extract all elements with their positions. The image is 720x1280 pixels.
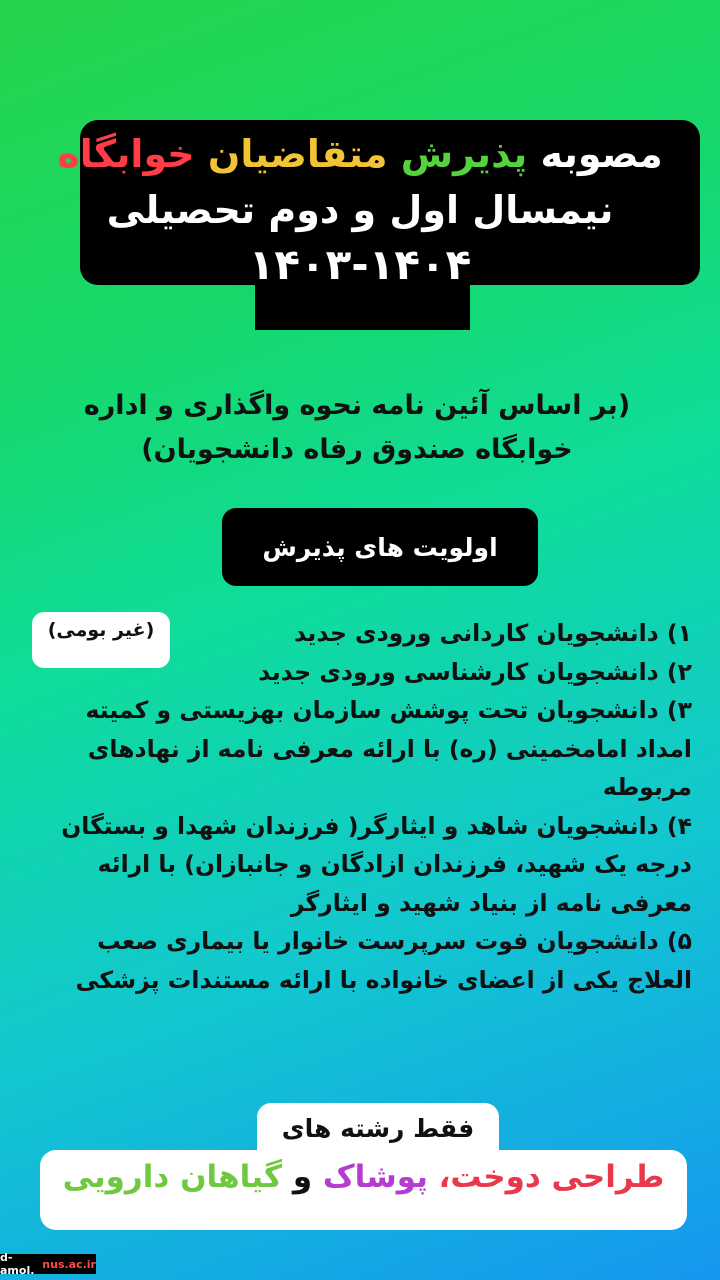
field-sewing: طراحی دوخت، <box>438 1159 665 1195</box>
nonlocal-badge: (غیر بومی) <box>32 612 170 668</box>
title-word-4: خوابگاه <box>57 132 195 176</box>
field-clothing: پوشاک <box>322 1159 428 1195</box>
title-line-2: نیمسال اول و دوم تحصیلی <box>106 188 614 232</box>
priority-item-5: ۵) دانشجویان فوت سرپرست خانوار یا بیماری صعب العلاج یکی از اعضای خانواده با ارائه مستندات پزشکی <box>75 927 692 994</box>
site-watermark <box>0 1251 96 1277</box>
title-line-1 <box>40 132 680 176</box>
watermark-domain: nus.ac.ir <box>42 1257 96 1271</box>
priority-heading: اولویت های پذیرش <box>222 508 538 586</box>
title-word-1: مصوبه <box>540 132 663 176</box>
priority-item-2: ۲) دانشجویان کارشناسی ورودی جدید <box>258 657 692 686</box>
field-and: و <box>292 1159 313 1195</box>
title-year: ۱۴۰۳-۱۴۰۴ <box>248 240 472 289</box>
watermark-prefix: d-amol. <box>0 1251 35 1277</box>
priority-list <box>40 614 692 999</box>
priority-item-3: ۳) دانشجویان تحت پوشش سازمان بهزیستی و کمیته امداد امامخمینی (ره) با ارائه معرفی نامه از نهادهای مربوطه <box>85 696 692 801</box>
title-word-2: پذیرش <box>400 132 528 176</box>
intro-text: (بر اساس آئین نامه نحوه واگذاری و اداره خوابگاه صندوق رفاه دانشجویان) <box>83 390 631 465</box>
fields-label: فقط رشته های <box>281 1114 475 1143</box>
priority-item-4: ۴) دانشجویان شاهد و ایثارگر( فرزندان شهدا و بستگان درجه یک شهید، فرزندان ازادگان و جانبازان) با ارائه معرفی نامه از بنیاد شهید و ایثارگر <box>61 811 692 917</box>
fields-list <box>40 1159 687 1195</box>
priority-item-1: ۱) دانشجویان کاردانی ورودی جدید <box>293 619 692 647</box>
title-word-3: متقاضیان <box>207 132 388 176</box>
field-medicinal-plants: گیاهان دارویی <box>62 1159 283 1195</box>
